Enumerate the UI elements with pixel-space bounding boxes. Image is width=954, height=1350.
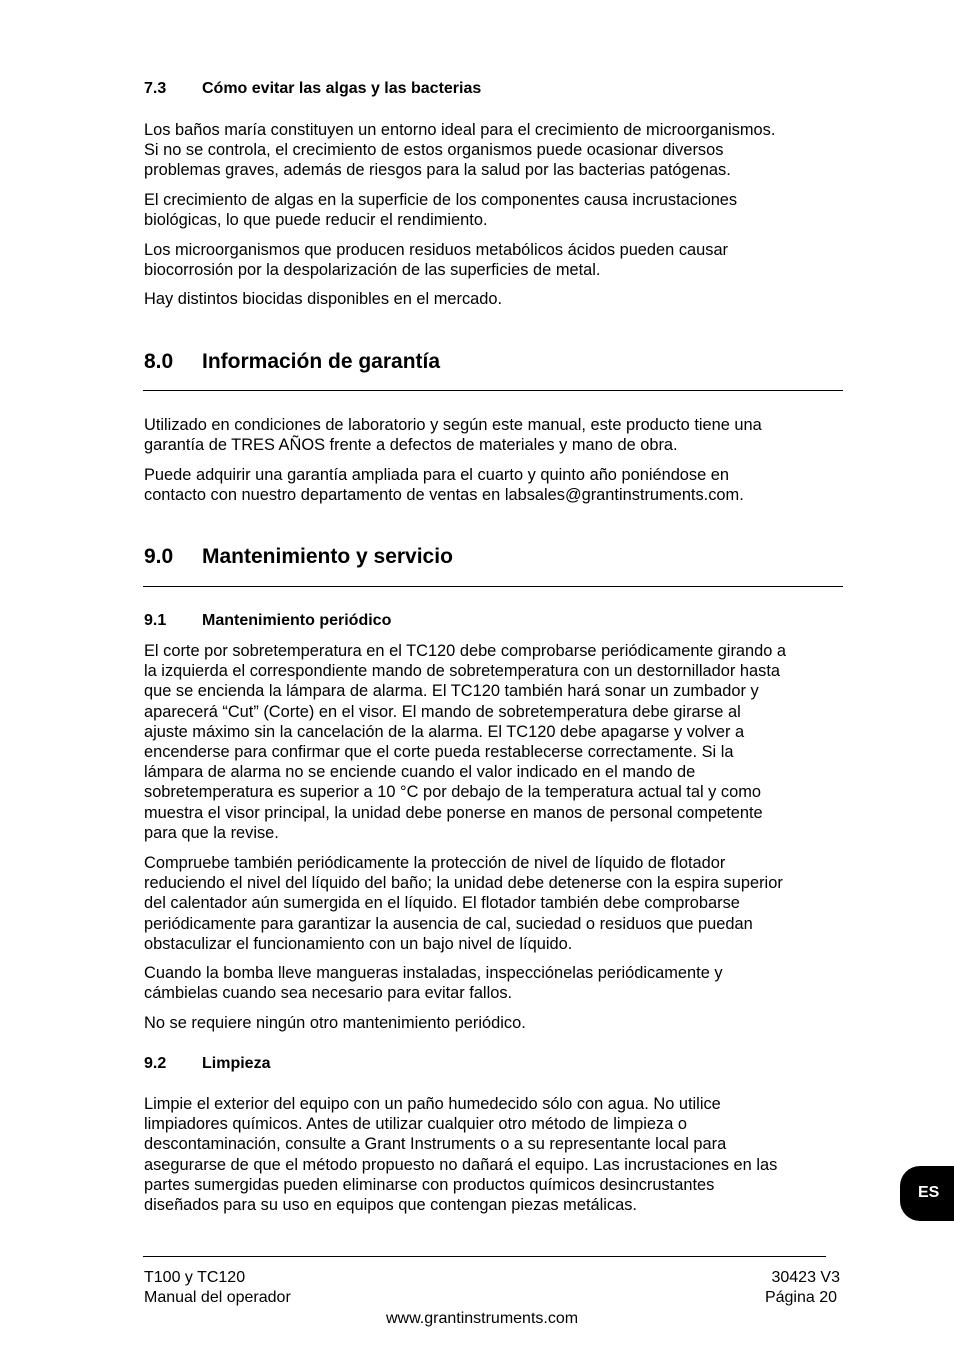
paragraph [144,1094,844,1215]
language-tab [900,1166,954,1221]
text-line: reduciendo el nivel del líquido del baño; la unidad debe detenerse con la espira superior [144,874,783,893]
footer-website: www.grantinstruments.com [386,1310,579,1327]
footer-doc-code: 30423 V3 [771,1269,840,1286]
footer-manual: Manual del operador [144,1289,291,1306]
language-tab-label: ES [918,1184,940,1201]
text-line: Si no se controla, el crecimiento de estos organismos puede ocasionar diversos [144,141,724,160]
text-line: No se requiere ningún otro mantenimiento periódico. [144,1014,526,1032]
text-line: biocorrosión por la despolarización de las superficies de metal. [144,261,601,280]
text-line: garantía de TRES AÑOS frente a defectos de materiales y mano de obra. [144,436,678,455]
section-9-2-heading [144,1055,270,1073]
text-line: encenderse para confirmar que el corte pueda restablecerse correctamente. Si la [144,743,734,762]
footer-page-number: Página 20 [764,1289,837,1306]
paragraph [144,641,844,843]
section-title: Mantenimiento y servicio [202,545,453,568]
text-line: Hay distintos biocidas disponibles en el mercado. [144,290,503,308]
text-line: periódicamente para garantizar la ausencia de cal, suciedad o residuos que puedan [144,914,753,933]
section-7-3-heading [144,80,481,98]
text-line: muestra el visor principal, la unidad debe ponerse en manos de personal competente [144,803,763,822]
text-line: problemas graves, además de riesgos para la salud por las bacterias patógenas. [144,161,731,180]
text-line: diseñados para su uso en equipos que contengan piezas metálicas. [144,1196,637,1215]
text-line: la izquierda el correspondiente mando de sobretemperatura con un destornillador hasta [144,662,780,681]
heading-rule [143,390,843,391]
text-line: ajuste máximo sin la cancelación de la alarma. El TC120 debe apagarse y volver a [144,722,745,741]
text-line: Limpie el exterior del equipo con un paño humedecido sólo con agua. No utilice [144,1095,721,1113]
text-line: limpiadores químicos. Antes de utilizar cualquier otro método de limpieza o [144,1115,687,1134]
section-title: Cómo evitar las algas y las bacterias [202,80,482,97]
text-line: asegurarse de que el método propuesto no dañará el equipo. Las incrustaciones en las [144,1155,778,1174]
text-line: Los microorganismos que producen residuos metabólicos ácidos pueden causar [144,241,729,259]
text-line: que se encienda la lámpara de alarma. El TC120 también hará sonar un zumbador y [144,682,759,701]
text-line: biológicas, lo que puede reducir el rendimiento. [144,211,488,230]
section-title: Limpieza [202,1055,271,1072]
paragraph [144,289,844,309]
paragraph [144,1013,844,1033]
text-line: contacto con nuestro departamento de ventas en labsales@grantinstruments.com. [144,486,744,505]
text-line: Cuando la bomba lleve mangueras instaladas, inspecciónelas periódicamente y [144,964,723,982]
section-number: 7.3 [144,80,167,97]
footer-model: T100 y TC120 [144,1269,246,1286]
text-line: para que la revise. [144,823,279,842]
paragraph [144,465,844,505]
text-line: El corte por sobretemperatura en el TC120 debe comprobarse periódicamente girando a [144,642,787,660]
section-title: Mantenimiento periódico [202,612,392,629]
text-line: Compruebe también periódicamente la protección de nivel de líquido de flotador [144,854,726,872]
paragraph [144,240,844,280]
section-9-0-heading [144,545,453,569]
section-number: 9.0 [144,545,174,568]
section-number: 9.2 [144,1055,167,1072]
paragraph [144,415,844,455]
section-8-0-heading [144,350,440,374]
paragraph [144,120,844,181]
text-line: partes sumergidas pueden eliminarse con productos químicos desincrustantes [144,1175,715,1194]
heading-rule [143,586,843,587]
text-line: sobretemperatura es superior a 10 °C por debajo de la temperatura actual tal y como [144,783,761,802]
text-line: lámpara de alarma no se enciende cuando el valor indicado en el mando de [144,763,696,782]
paragraph [144,853,844,954]
paragraph [144,963,844,1003]
text-line: Los baños maría constituyen un entorno ideal para el crecimiento de microorganismos. [144,121,776,139]
section-number: 9.1 [144,612,167,629]
text-line: El crecimiento de algas en la superficie de los componentes causa incrustaciones [144,191,738,209]
section-number: 8.0 [144,350,174,373]
text-line: Utilizado en condiciones de laboratorio y según este manual, este producto tiene una [144,416,762,434]
paragraph [144,190,844,230]
section-9-1-heading [144,612,391,630]
text-line: aparecerá “Cut” (Corte) en el visor. El mando de sobretemperatura debe girarse al [144,702,741,721]
text-line: obstaculizar el funcionamiento con un bajo nivel de líquido. [144,934,573,953]
text-line: descontaminación, consulte a Grant Instruments o a su representante local para [144,1135,727,1154]
footer-rule [143,1256,826,1257]
text-line: cámbielas cuando sea necesario para evitar fallos. [144,984,513,1003]
text-line: Puede adquirir una garantía ampliada para el cuarto y quinto año poniéndose en [144,466,730,484]
text-line: del calentador aún sumergida en el líquido. El flotador también debe comprobarse [144,894,740,913]
section-title: Información de garantía [202,350,441,373]
